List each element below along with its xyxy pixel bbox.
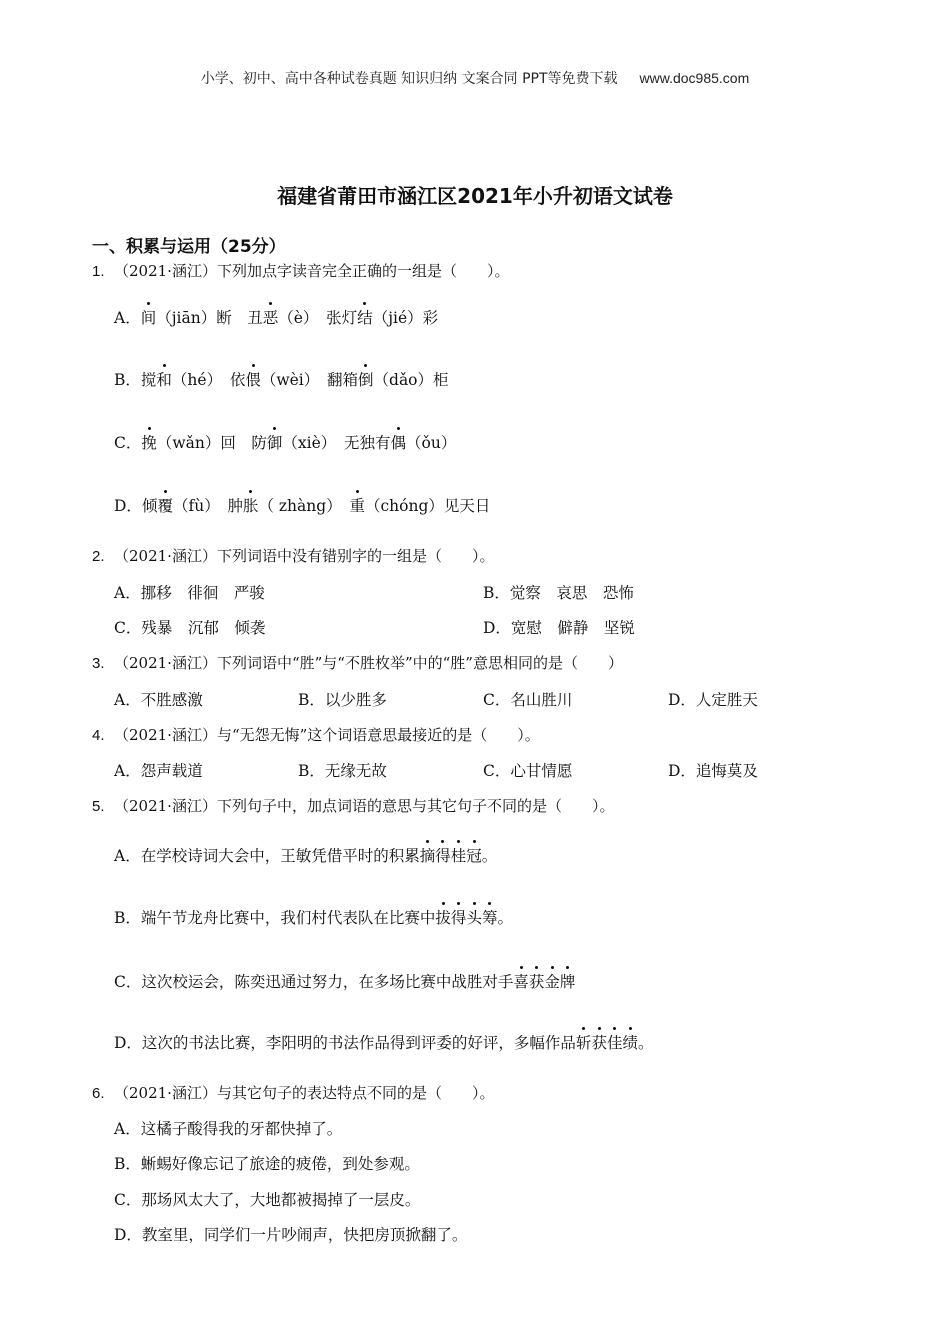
dotted-char: 绩 [622, 1031, 638, 1053]
question-1-option-c [114, 431, 456, 453]
header-url[interactable]: www.doc985.com [639, 70, 750, 86]
dotted-char: 间 [141, 306, 157, 328]
dotted-char: 得 [435, 844, 451, 866]
dotted-char: 挽 [141, 431, 157, 453]
page-header [0, 68, 950, 88]
dotted-char: 胀 [243, 494, 259, 516]
page-title: 福建省莆田市涵江区2021年小升初语文试卷 [277, 184, 673, 208]
option-text: （hé） 依 [171, 371, 246, 389]
option-label: B． [114, 371, 141, 389]
option-text: （ǒu） [406, 434, 457, 452]
question-text: （2021·涵江）下列句子中，加点词语的意思与其它句子不同的是（ ）。 [114, 797, 615, 815]
question-5-option-c [114, 970, 575, 992]
section-heading: 一、积累与运用（25分） [92, 237, 286, 257]
question-5-option-b [114, 906, 513, 928]
dotted-char: 头 [466, 906, 482, 928]
dotted-char: 恶 [263, 306, 279, 328]
question-3-option-b: B．以少胜多 [298, 691, 387, 709]
question-2-option-c: C．残暴 沉郁 倾袭 [114, 619, 266, 637]
dotted-char: 摘 [420, 844, 436, 866]
dotted-char: 御 [267, 431, 283, 453]
dotted-char: 牌 [560, 970, 576, 992]
question-1-option-a [114, 306, 438, 328]
option-text: 。 [638, 1034, 654, 1052]
dotted-char: 筹 [482, 906, 498, 928]
dotted-char: 偶 [391, 431, 407, 453]
option-text: B．端午节龙舟比赛中，我们村代表队在比赛中 [114, 909, 436, 927]
question-number: 1. [92, 263, 105, 280]
question-4-stem [92, 724, 540, 745]
question-number: 3. [92, 655, 105, 672]
dotted-phrase [513, 973, 575, 991]
option-text: （ zhàng） [258, 497, 350, 515]
question-5-option-d [114, 1031, 654, 1053]
question-5-option-a [114, 844, 497, 866]
option-text: C．这次校运会，陈奕迅通过努力，在多场比赛中战胜对手 [114, 973, 514, 991]
question-1-option-d [114, 494, 490, 516]
dotted-phrase [420, 847, 482, 865]
question-4-option-a: A．怨声载道 [114, 762, 203, 780]
question-number: 6. [92, 1085, 105, 1102]
question-text: （2021·涵江）下列词语中“胜”与“不胜枚举”中的“胜”意思相同的是（ ） [114, 654, 623, 672]
question-2-option-b: B．觉察 哀思 恐怖 [483, 584, 634, 602]
question-number: 4. [92, 727, 105, 744]
option-text: （è） 张灯 [278, 309, 358, 327]
dotted-char: 桂 [451, 844, 467, 866]
question-6-option-a: A．这橘子酸得我的牙都快掉了。 [114, 1120, 343, 1138]
question-2-option-a: A．挪移 徘徊 严骏 [114, 584, 265, 602]
option-label: D． [114, 497, 142, 515]
question-2-option-d: D．宽慰 僻静 坚锐 [483, 619, 635, 637]
question-number: 2. [92, 548, 105, 565]
option-text: （dǎo）柜 [373, 371, 449, 389]
dotted-char: 斩 [576, 1031, 592, 1053]
option-text: 搅 [140, 371, 157, 389]
question-text: （2021·涵江）与其它句子的表达特点不同的是（ ）。 [114, 1084, 495, 1102]
question-number: 5. [92, 798, 105, 815]
question-text: （2021·涵江）与“无怨无悔”这个词语意思最接近的是（ ）。 [114, 726, 540, 744]
option-label: C． [114, 434, 142, 452]
option-label: A． [114, 309, 141, 327]
question-6-stem [92, 1082, 494, 1103]
dotted-char: 获 [591, 1031, 607, 1053]
question-2-stem [92, 545, 494, 566]
question-text: （2021·涵江）下列加点字读音完全正确的一组是（ ）。 [114, 262, 510, 280]
question-3-option-d: D．人定胜天 [668, 691, 758, 709]
dotted-char: 重 [349, 494, 365, 516]
question-6-option-d: D．教室里，同学们一片吵闹声，快把房顶掀翻了。 [114, 1226, 468, 1244]
dotted-char: 冠 [466, 844, 482, 866]
question-4-option-c: C．心甘情愿 [483, 762, 573, 780]
dotted-char: 和 [156, 368, 172, 390]
option-text: 倾 [141, 497, 158, 515]
header-text: 小学、初中、高中各种试卷真题 知识归纳 文案合同 PPT等免费下载 [200, 71, 618, 87]
question-5-stem [92, 795, 614, 816]
option-text: （xiè） 无独有 [282, 434, 391, 452]
option-text: 。 [497, 909, 513, 927]
dotted-phrase [435, 909, 497, 927]
question-6-option-b: B．蜥蜴好像忘记了旅途的疲倦，到处参观。 [114, 1155, 420, 1173]
dotted-phrase [576, 1034, 638, 1052]
option-text: （wǎn）回 防 [156, 434, 267, 452]
question-6-option-c: C．那场风太大了，大地都被揭掉了一层皮。 [114, 1191, 421, 1209]
dotted-char: 倒 [358, 368, 374, 390]
dotted-char: 拔 [435, 906, 451, 928]
dotted-char: 喜 [513, 970, 529, 992]
option-text: D．这次的书法比赛，李阳明的书法作品得到评委的好评，多幅作品 [114, 1034, 576, 1052]
option-text: （jiān）断 丑 [156, 309, 263, 327]
dotted-char: 得 [451, 906, 467, 928]
question-1-option-b [114, 368, 449, 390]
question-3-stem [92, 652, 623, 673]
dotted-char: 偎 [245, 368, 261, 390]
dotted-char: 结 [357, 306, 373, 328]
question-4-option-d: D．追悔莫及 [668, 762, 758, 780]
option-text: （fù） 肿 [172, 497, 243, 515]
option-text: （chóng）见天日 [364, 497, 491, 515]
option-text: 。 [481, 847, 498, 865]
option-text: A．在学校诗词大会中，王敏凭借平时的积累 [114, 847, 420, 865]
dotted-char: 覆 [157, 494, 173, 516]
dotted-char: 金 [544, 970, 560, 992]
question-text: （2021·涵江）下列词语中没有错别字的一组是（ ）。 [114, 547, 495, 565]
option-text: （jié）彩 [372, 309, 439, 327]
question-3-option-c: C．名山胜川 [483, 691, 573, 709]
question-3-option-a: A．不胜感激 [114, 691, 203, 709]
question-4-option-b: B．无缘无故 [298, 762, 387, 780]
dotted-char: 获 [529, 970, 545, 992]
option-text: （wèi） 翻箱 [260, 371, 358, 389]
question-1-stem [92, 260, 509, 281]
dotted-char: 佳 [607, 1031, 623, 1053]
